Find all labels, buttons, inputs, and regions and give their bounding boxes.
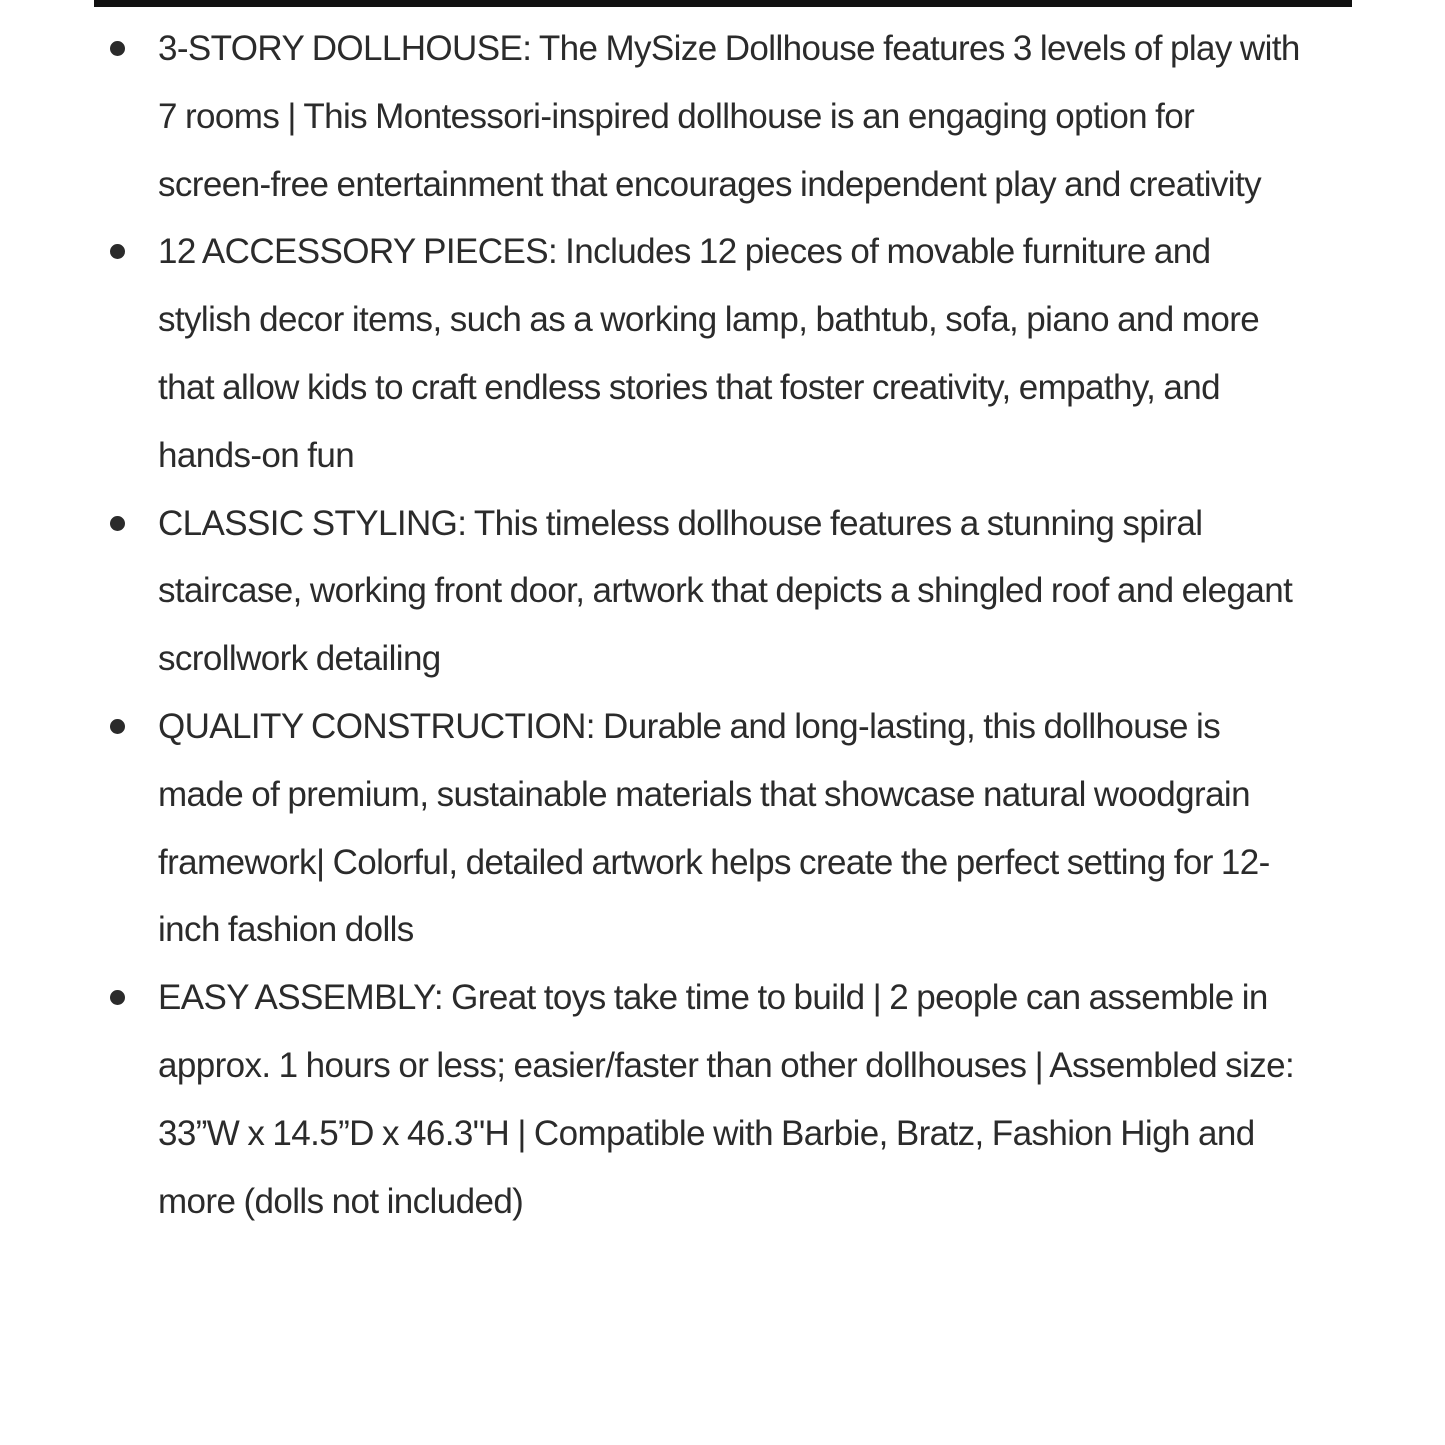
feature-item-accessories — [0, 218, 1308, 489]
feature-text: QUALITY CONSTRUCTION: Durable and long-lasting, this dollhouse is made of premium, sustainable materials that showcase natural woodgrain framework| Colorful, detailed artwork helps create the perfect setting for 12-inch fashion dolls — [158, 706, 1270, 950]
feature-text: 3-STORY DOLLHOUSE: The MySize Dollhouse features 3 levels of play with 7 rooms | This Montessori-inspired dollhouse is an engaging option for screen-free entertainment that encourages independent play and creativity — [158, 29, 1300, 204]
feature-text: 12 ACCESSORY PIECES: Includes 12 pieces of movable furniture and stylish decor items, such as a working lamp, bathtub, sofa, piano and more that allow kids to craft endless stories that foster creativity, empathy, and hands-on fun — [158, 232, 1260, 475]
bullet-icon — [110, 990, 125, 1005]
feature-item-easy-assembly — [0, 964, 1308, 1235]
bullet-icon — [110, 516, 125, 531]
feature-list — [0, 15, 1445, 1235]
bullet-icon — [110, 41, 125, 56]
feature-item-3-story — [0, 15, 1308, 218]
feature-item-quality-construction — [0, 693, 1308, 964]
feature-text: EASY ASSEMBLY: Great toys take time to build | 2 people can assemble in approx. 1 hours or less; easier/faster than other dollhouses | Assembled size: 33”W x 14.5”D x 46.3"H | Compatible with Barbie, Bratz, Fashion High and more (dolls not included) — [158, 978, 1295, 1221]
bullet-icon — [110, 719, 125, 734]
feature-text: CLASSIC STYLING: This timeless dollhouse features a stunning spiral staircase, working front door, artwork that depicts a shingled roof and elegant scrollwork detailing — [158, 503, 1293, 679]
bullet-icon — [110, 244, 125, 259]
feature-item-classic-styling — [0, 490, 1308, 693]
top-divider — [94, 0, 1352, 7]
